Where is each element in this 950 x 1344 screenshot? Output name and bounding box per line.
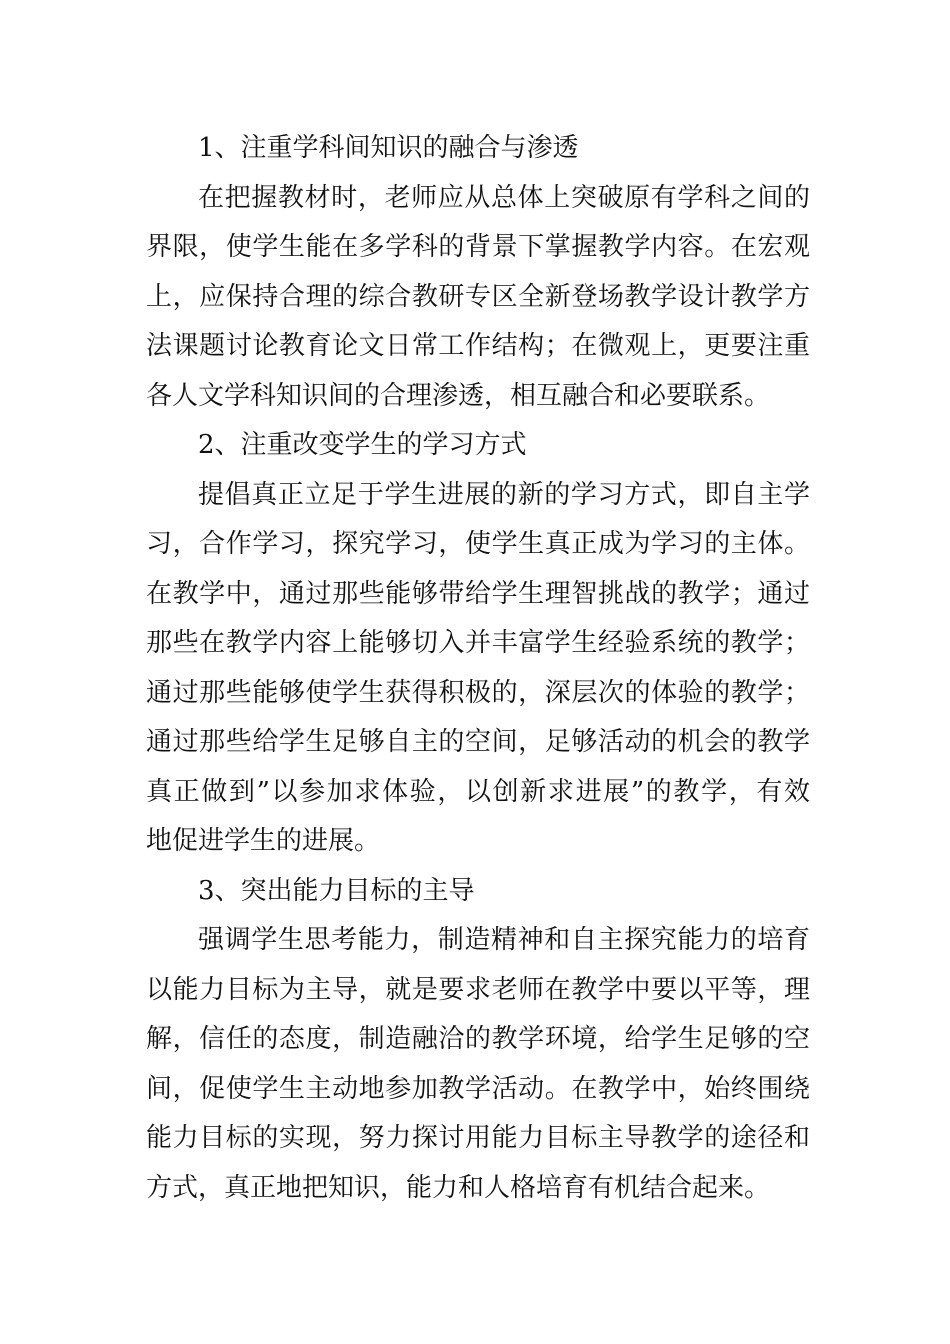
paragraph-line: 以能力目标为主导，就是要求老师在教学中要以平等，理 — [146, 974, 810, 1005]
paragraph-line: 在把握教材时，老师应从总体上突破原有学科之间的 — [198, 182, 810, 213]
paragraph-line: 那些在教学内容上能够切入并丰富学生经验系统的教学； — [146, 628, 810, 658]
paragraph-line: 间，促使学生主动地参加教学活动。在教学中，始终围绕 — [146, 1073, 810, 1104]
paragraph-line: 界限，使学生能在多学科的背景下掌握教学内容。在宏观 — [146, 232, 810, 262]
paragraph-line: 习，合作学习，探究学习，使学生真正成为学习的主体。 — [146, 529, 810, 559]
section-paragraph-1 — [146, 174, 810, 422]
paragraph-line: 地促进学生的进展。 — [146, 826, 381, 856]
paragraph-line: 各人文学科知识间的合理渗透，相互融合和必要联系。 — [146, 380, 771, 411]
section-heading-2 — [146, 421, 810, 471]
paragraph-line: 上，应保持合理的综合教研专区全新登场教学设计教学方 — [146, 281, 810, 312]
paragraph-line: 强调学生思考能力，制造精神和自主探究能力的培育 — [198, 925, 810, 955]
paragraph-line: 方式，真正地把知识，能力和人格培育有机结合起来。 — [146, 1172, 771, 1203]
heading-text: 2、注重改变学生的学习方式 — [198, 430, 527, 460]
paragraph-line: 法课题讨论教育论文日常工作结构；在微观上，更要注重 — [146, 331, 810, 361]
section-heading-1 — [146, 124, 810, 174]
paragraph-line: 解，信任的态度，制造融洽的教学环境，给学生足够的空 — [146, 1024, 810, 1054]
paragraph-line: 通过那些能够使学生获得积极的，深层次的体验的教学； — [146, 677, 810, 708]
paragraph-line: 能力目标的实现，努力探讨用能力目标主导教学的途径和 — [146, 1123, 810, 1153]
paragraph-line: 真正做到”以参加求体验，以创新求进展”的教学，有效 — [146, 776, 810, 807]
document-body — [146, 124, 810, 1213]
section-paragraph-2 — [146, 471, 810, 867]
paragraph-line: 通过那些给学生足够自主的空间，足够活动的机会的教学 — [146, 727, 810, 757]
section-heading-3 — [146, 867, 810, 917]
section-paragraph-3 — [146, 916, 810, 1213]
heading-text: 3、突出能力目标的主导 — [198, 875, 475, 906]
paragraph-line: 提倡真正立足于学生进展的新的学习方式，即自主学 — [198, 479, 810, 510]
heading-text: 1、注重学科间知识的融合与渗透 — [198, 133, 579, 163]
paragraph-line: 在教学中，通过那些能够带给学生理智挑战的教学；通过 — [146, 578, 810, 609]
